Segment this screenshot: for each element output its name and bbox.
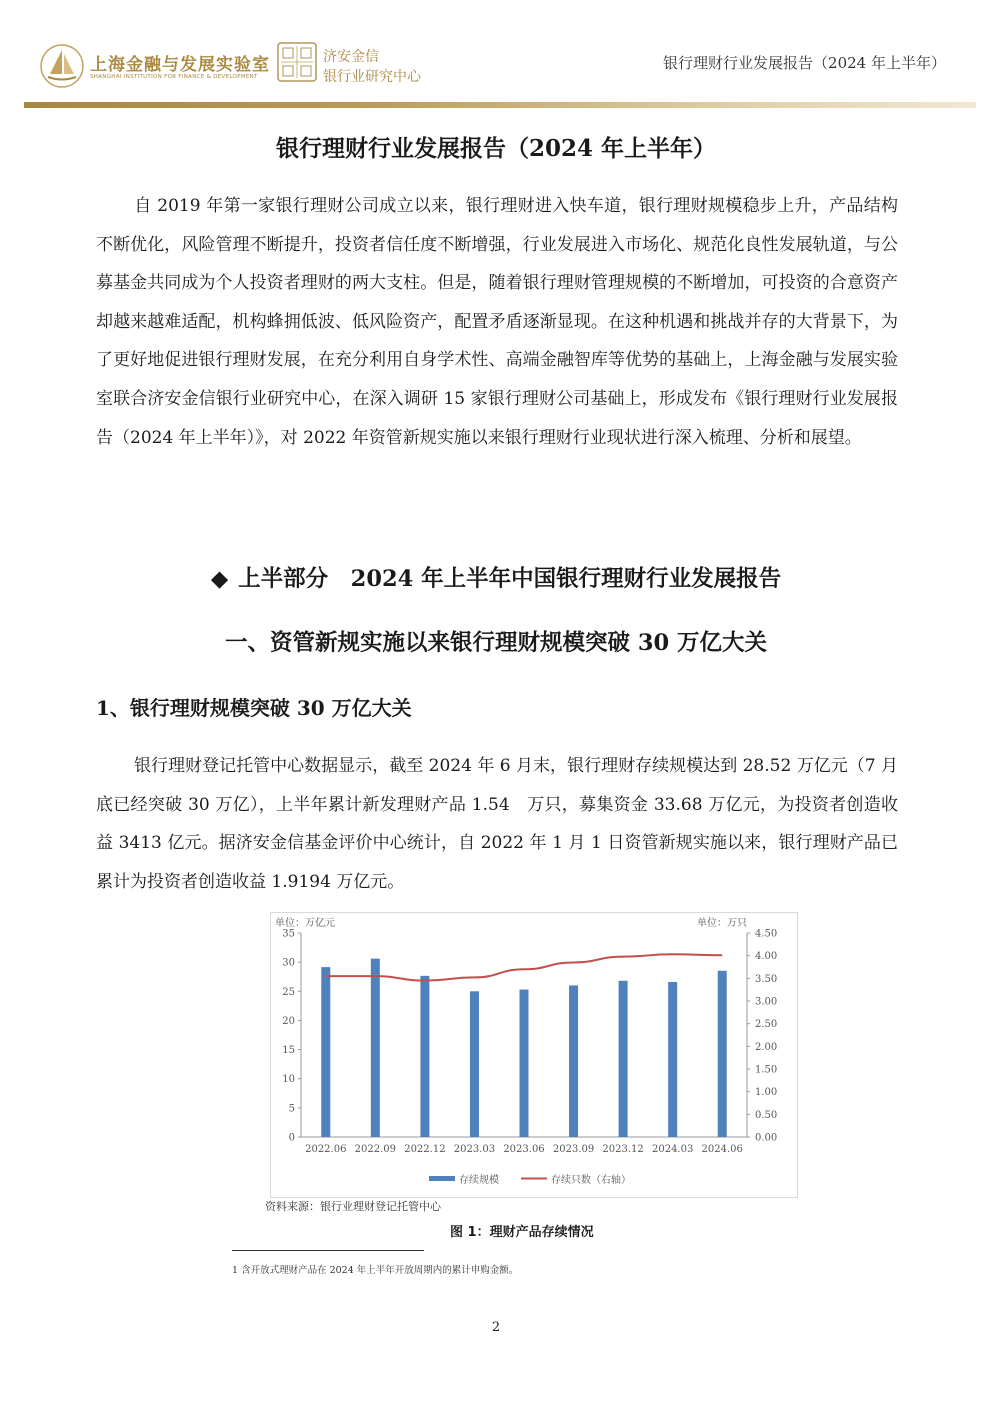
- chart-svg: [271, 913, 797, 1197]
- bar-2023.03: [470, 991, 479, 1137]
- part-heading: [0, 561, 992, 593]
- left-axis-unit: 单位：万亿元: [275, 918, 335, 929]
- line-series-count: [326, 954, 722, 980]
- x-tick-label: 2024.03: [651, 1144, 694, 1155]
- legend-bar-label: 存续规模: [459, 1175, 499, 1186]
- legend-line-label: 存续只数（右轴）: [551, 1175, 631, 1186]
- footnote-rule: [232, 1250, 424, 1251]
- x-tick-label: 2023.09: [552, 1144, 595, 1155]
- page-header: [0, 0, 992, 110]
- right-tick-label: 3.50: [755, 973, 778, 985]
- left-tick-label: 10: [282, 1074, 295, 1086]
- left-tick-label: 25: [282, 986, 295, 998]
- part-heading-text: 上半部分 2024 年上半年中国银行理财行业发展报告: [238, 566, 782, 592]
- left-tick-label: 20: [282, 1015, 295, 1027]
- figure-caption: 图 1：理财产品存续情况: [450, 1225, 594, 1240]
- left-tick-label: 35: [282, 928, 295, 940]
- left-tick-label: 15: [282, 1045, 295, 1057]
- bar-2022.09: [371, 959, 380, 1137]
- left-tick-label: 0: [288, 1132, 295, 1144]
- right-axis-unit: 单位：万只: [697, 918, 747, 929]
- right-tick-label: 4.00: [755, 951, 778, 963]
- right-tick-label: 0.00: [755, 1132, 778, 1144]
- document-title: 银行理财行业发展报告（2024 年上半年）: [275, 135, 717, 162]
- bar-2023.09: [569, 985, 578, 1137]
- right-tick-label: 2.50: [755, 1019, 778, 1031]
- right-tick-label: 0.50: [755, 1109, 778, 1121]
- sailboat-logo-icon: [40, 44, 84, 88]
- bar-2023.12: [619, 981, 628, 1137]
- x-tick-label: 2022.12: [404, 1144, 446, 1155]
- seal-logo-icon: [277, 42, 317, 82]
- bar-2024.03: [668, 982, 677, 1137]
- body-paragraph: [96, 747, 898, 901]
- left-tick-label: 5: [288, 1103, 295, 1115]
- body-paragraph-text: 银行理财登记托管中心数据显示，截至 2024 年 6 月末，银行理财存续规模达到 28.52 万亿元（7 月底已经突破 30 万亿），上半年累计新发理财产品 1.54 万只，募集资金 33.68 万亿元，为投资者创造收益 3413 亿元。据济安金信基金评价中心统计，自 2022 年 1 月 1 日资管新规实施以来，银行理财产品已累计为投资者创造收益 1.9194 万亿元。: [96, 756, 898, 892]
- right-tick-label: 1.00: [755, 1087, 778, 1099]
- section-heading: 一、资管新规实施以来银行理财规模突破 30 万亿大关: [225, 630, 767, 656]
- subsection-heading: 1、银行理财规模突破 30 万亿大关: [96, 696, 412, 720]
- intro-paragraph-text: 自 2019 年第一家银行理财公司成立以来，银行理财进入快车道，银行理财规模稳步上升，产品结构不断优化，风险管理不断提升，投资者信任度不断增强，行业发展进入市场化、规范化良性发展轨道，与公募基金共同成为个人投资者理财的两大支柱。但是，随着银行理财管理规模的不断增加，可投资的合意资产却越来越难适配，机构蜂拥低波、低风险资产，配置矛盾逐渐显现。在这种机遇和挑战并存的大背景下，为了更好地促进银行理财发展，在充分利用自身学术性、高端金融智库等优势的基础上，上海金融与发展实验室联合济安金信银行业研究中心，在深入调研 15 家银行理财公司基础上，形成发布《银行理财行业发展报告（2024 年上半年）》，对 2022 年资管新规实施以来银行理财行业现状进行深入梳理、分析和展望。: [96, 196, 898, 448]
- x-tick-label: 2023.12: [602, 1144, 644, 1155]
- right-tick-label: 3.00: [755, 996, 778, 1008]
- bar-2022.06: [321, 967, 330, 1137]
- bar-2022.12: [420, 976, 429, 1137]
- left-tick-label: 30: [282, 957, 295, 969]
- x-tick-label: 2022.06: [305, 1144, 347, 1155]
- footnote: 1 含开放式理财产品在 2024 年上半年开放周期内的累计申购金额。: [232, 1265, 519, 1276]
- legend-bar-swatch: [429, 1176, 455, 1181]
- right-tick-label: 4.50: [755, 928, 778, 940]
- x-tick-label: 2024.06: [701, 1144, 743, 1155]
- institution-logo-english: SHANGHAI INSTITUTION FOR FINANCE & DEVELOPMENT: [90, 74, 258, 80]
- chart-container: [270, 912, 798, 1198]
- partner-logo-line2: 银行业研究中心: [323, 69, 421, 85]
- page-number: 2: [491, 1320, 501, 1335]
- header-rule: [24, 102, 976, 108]
- running-title: 银行理财行业发展报告（2024 年上半年）: [663, 54, 946, 72]
- diamond-icon: ◆: [210, 566, 229, 592]
- right-tick-label: 1.50: [755, 1064, 778, 1076]
- institution-logo-name: 上海金融与发展实验室: [90, 55, 270, 75]
- partner-logo-line1: 济安金信: [323, 49, 379, 65]
- bar-2023.06: [520, 990, 529, 1137]
- x-tick-label: 2023.03: [453, 1144, 496, 1155]
- intro-paragraph: [96, 187, 898, 457]
- chart-source: 资料来源：银行业理财登记托管中心: [265, 1200, 441, 1213]
- x-tick-label: 2023.06: [503, 1144, 545, 1155]
- right-tick-label: 2.00: [755, 1041, 778, 1053]
- bar-2024.06: [718, 971, 727, 1137]
- x-tick-label: 2022.09: [354, 1144, 397, 1155]
